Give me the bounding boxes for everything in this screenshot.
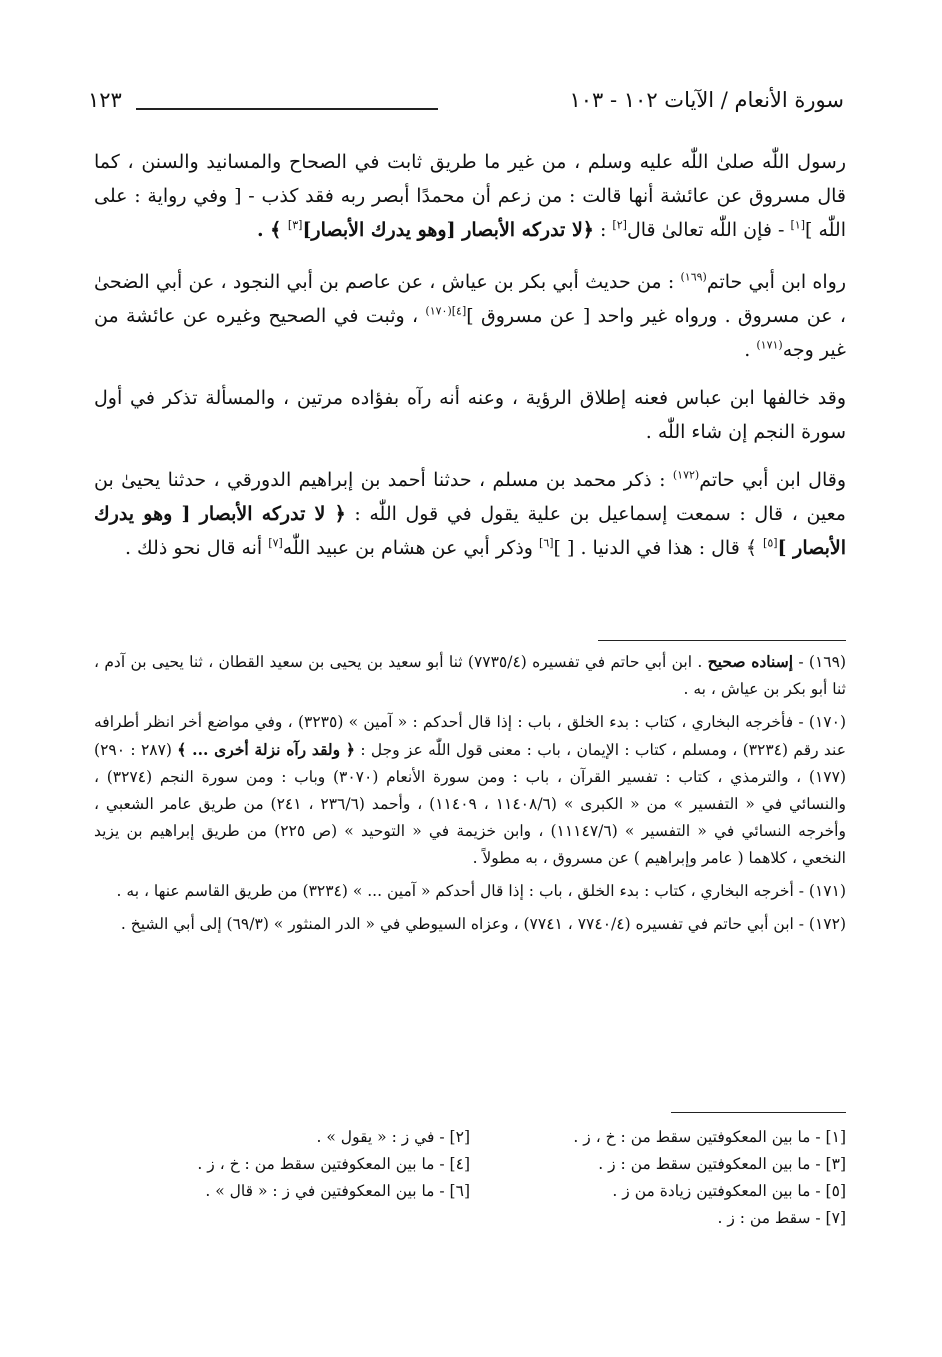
text-run: : bbox=[593, 219, 613, 241]
page-number: ١٢٣ bbox=[88, 88, 122, 112]
text-run: (٢٨٧ : ٢٩٠) (١٧٧) ، والترمذي ، كتاب : تفسير القرآن ، باب : ومن سورة الأنعام (٣٠٧٠) وباب : ومن سورة النجم (٣٢٧٤) ، والنسائي في « التفسير » من « الكبرى » (١١٤٠٨/٦ ، ١١٤٠٩) ، وأحمد (٢٣٦/٦ ، ٢٤١) من طريق عامر الشعبي ، وأخرجه النسائي في « التفسير » (١١١٤٧/٦) ، وابن خزيمة في « التوحيد » (ص ٢٢٥) من طريق إبراهيم بن يزيد النخعي ، كلاهما ( عامر وإبراهيم ) عن مسروق ، به مطولاً . bbox=[94, 741, 846, 867]
quran-quote: ﴿لا تدركه الأبصار [وهو يدرك الأبصار] bbox=[302, 219, 594, 241]
footnote-171: (١٧١) - أخرجه البخاري ، كتاب : بدء الخلق ، باب : إذا قال أحدكم « آمين ... » (٣٢٣٤) من طريق القاسم عنها ، به . bbox=[116, 882, 846, 900]
text-run: ﴾ قال : هذا في الدنيا . [ ] bbox=[553, 537, 764, 559]
note-2: [٢] - في ز : « يقول » . bbox=[316, 1128, 470, 1146]
notes-row bbox=[94, 1205, 846, 1232]
text-run: أنه قال نحو ذلك . bbox=[124, 537, 269, 559]
note-ref: [٥] bbox=[763, 536, 778, 550]
text-run: ﴾ . bbox=[256, 219, 288, 241]
paragraph-1 bbox=[94, 145, 846, 247]
note-5: [٥] - ما بين المعكوفتين زيادة من ز . bbox=[612, 1182, 846, 1200]
footnote-ref: (١٦٩) bbox=[680, 270, 707, 284]
note-ref: [٣] bbox=[287, 218, 303, 232]
quran-quote: ﴿ ولقد رآه نزلة أخرى ... ﴾ bbox=[177, 740, 355, 759]
note-ref: [٦] bbox=[539, 536, 554, 550]
note-4: [٤] - ما بين المعكوفتين سقط من : خ ، ز . bbox=[197, 1155, 470, 1173]
footnote-ref: (١٧١) bbox=[756, 338, 783, 352]
text-run: (١٦٩) - bbox=[793, 653, 847, 671]
running-header bbox=[88, 88, 844, 122]
text-run: . bbox=[744, 339, 757, 361]
footnote-172: (١٧٢) - ابن أبي حاتم في تفسيره (٧٧٤٠/٤ ، ٧٧٤١) ، وعزاه السيوطي في « الدر المنثور » (٦٩/٣) إلى أبي الشيخ . bbox=[120, 915, 846, 933]
paragraph-4 bbox=[94, 463, 846, 565]
paragraph-3: وقد خالفها ابن عباس فعنه إطلاق الرؤية ، وعنه أنه رآه بفؤاده مرتين ، والمسألة تذكر في أول سورة النجم إن شاء اللّٰه . bbox=[94, 387, 846, 443]
note-7: [٧] - سقط من : ز . bbox=[717, 1209, 846, 1227]
notes-row bbox=[94, 1124, 846, 1151]
grading-label: إسناده صحيح bbox=[707, 652, 794, 671]
header-rule bbox=[136, 108, 438, 110]
text-run: : من حديث أبي بكر بن عياش ، عن عاصم بن أبي النجود ، عن أبي الضحىٰ ، عن مسروق . ورواه غير واحد [ عن مسروق ] bbox=[94, 271, 846, 327]
note-1: [١] - ما بين المعكوفتين سقط من : خ ، ز . bbox=[573, 1128, 846, 1146]
footnote-170 bbox=[94, 709, 846, 872]
note-ref: [٢] bbox=[612, 218, 627, 232]
notes-row bbox=[94, 1151, 846, 1178]
notes-rule bbox=[671, 1112, 846, 1113]
text-run: ، وثبت في الصحيح وغيره عن عائشة من غير وجه bbox=[94, 305, 846, 361]
text-run: رسول اللّٰه صلىٰ اللّٰه عليه وسلم ، من غير ما طريق ثابت في الصحاح والمسانيد والسنن ، كما قال مسروق عن عائشة أنها قالت : من زعم أن محمدًا أبصر ربه فقد كذب - [ وفي رواية : على اللّٰه ] bbox=[94, 151, 846, 241]
manuscript-notes bbox=[94, 1124, 846, 1232]
note-ref: [٧] bbox=[268, 536, 283, 550]
footnote-ref: (١٧٢) bbox=[672, 468, 700, 482]
quran-quote: ﴿ لا تدركه الأبصار [ وهو يدرك الأبصار ] bbox=[94, 503, 846, 559]
text-run: - فإن اللّٰه تعالىٰ قال bbox=[626, 219, 791, 241]
note-6: [٦] - ما بين المعكوفتين في ز : « قال » . bbox=[205, 1182, 470, 1200]
footnote-ref: (١٧٠) bbox=[425, 304, 452, 318]
paragraph-2 bbox=[94, 265, 846, 367]
main-text bbox=[94, 145, 846, 579]
text-run: وذكر أبي عن هشام بن عبيد اللّٰه bbox=[282, 537, 540, 559]
text-run: رواه ابن أبي حاتم bbox=[706, 271, 846, 293]
note-ref: [٤] bbox=[451, 304, 467, 318]
note-ref: [١] bbox=[790, 218, 805, 232]
text-run: وقال ابن أبي حاتم bbox=[699, 469, 846, 491]
footnotes bbox=[94, 648, 846, 944]
footnote-rule bbox=[598, 640, 846, 641]
footnote-169 bbox=[94, 648, 846, 703]
header-title: سورة الأنعام / الآيات ١٠٢ - ١٠٣ bbox=[569, 88, 844, 112]
text-run: (١٧٠) - فأخرجه البخاري ، كتاب : بدء الخلق ، باب : إذا قال أحدكم : « آمين » (٣٢٣٥) ، وفي مواضع أخر انظر أطرافه عند رقم (٣٢٣٤) ، ومسلم ، كتاب : الإيمان ، باب : معنى قول اللّٰه عز وجل : bbox=[94, 713, 846, 759]
note-3: [٣] - ما بين المعكوفتين سقط من : ز . bbox=[598, 1155, 846, 1173]
text-run: . ابن أبي حاتم في تفسيره (٧٧٣٥/٤) ثنا أبو سعيد بن يحيى بن سعيد القطان ، ثنا يحيى بن آدم ، ثنا أبو بكر بن عياش ، به . bbox=[94, 653, 846, 698]
text-run: : ذكر محمد بن مسلم ، حدثنا أحمد بن إبراهيم الدورقي ، حدثنا يحيىٰ بن معين ، قال : سمعت إسماعيل بن علية يقول في قول اللّٰه : bbox=[94, 469, 846, 525]
notes-row bbox=[94, 1178, 846, 1205]
